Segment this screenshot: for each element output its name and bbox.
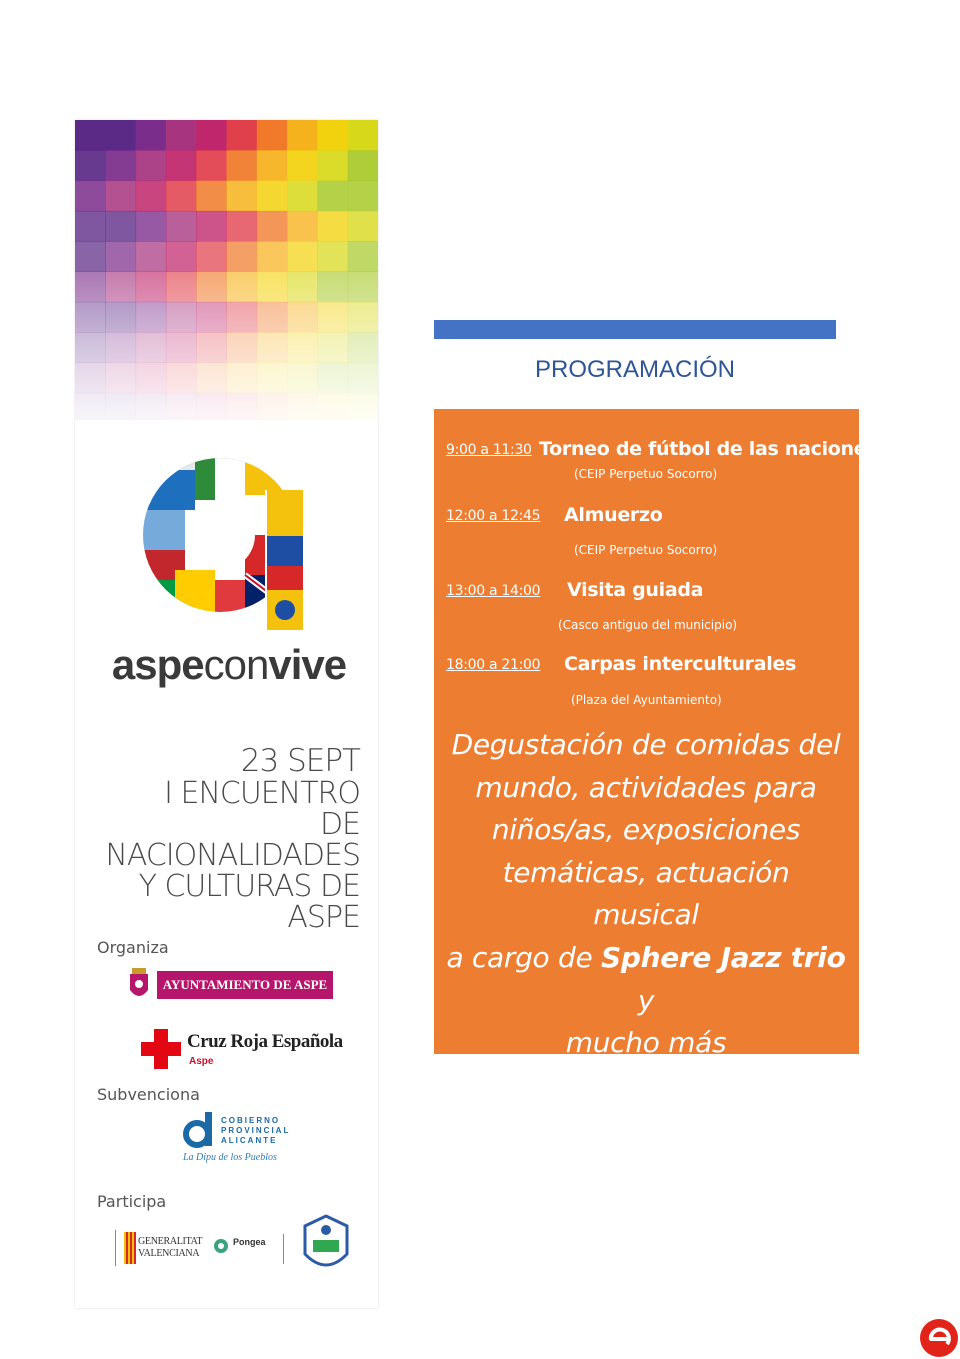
dipu-slogan: La Dipu de los Pueblos — [183, 1152, 277, 1163]
header-bar — [434, 320, 836, 339]
item-title: Carpas interculturales — [564, 653, 797, 675]
cruz-roja-logo — [141, 1025, 343, 1073]
subvenciona-label: Subvenciona — [97, 1085, 200, 1104]
participa-logos — [115, 1208, 355, 1278]
item-title: Visita guiada — [567, 579, 704, 601]
football-club-shield — [303, 1214, 349, 1278]
event-line-1: I ENCUENTRO — [164, 776, 360, 811]
cruz-roja-city: Aspe — [189, 1056, 214, 1067]
item-time: 18:00 a 21:00 — [446, 657, 541, 673]
event-poster — [75, 120, 378, 1308]
band-name: Sphere Jazz trio — [600, 940, 846, 974]
dipu-a-icon — [183, 1110, 217, 1150]
item-place: (CEIP Perpetuo Socorro) — [574, 543, 718, 557]
event-title — [75, 744, 360, 933]
senyera-icon — [124, 1232, 136, 1264]
item-title: Torneo de fútbol de las naciones — [539, 438, 878, 460]
event-line-2: DE NACIONALIDADES — [105, 807, 360, 873]
ayuntamiento-name: AYUNTAMIENTO DE ASPE — [157, 971, 333, 999]
event-date: 23 SEPT — [240, 743, 360, 779]
item-title: Almuerzo — [564, 504, 663, 526]
cruz-roja-name: Cruz Roja Española — [187, 1031, 343, 1052]
publisher-logo-icon — [919, 1318, 959, 1358]
event-line-3: Y CULTURAS DE ASPE — [138, 869, 360, 935]
participa-label: Participa — [97, 1192, 167, 1211]
item-time: 9:00 a 11:30 — [446, 442, 532, 458]
pongea-icon — [213, 1238, 229, 1254]
organiza-label: Organiza — [97, 938, 169, 957]
item-time: 12:00 a 12:45 — [446, 508, 541, 524]
red-cross-icon — [141, 1029, 181, 1069]
item-time: 13:00 a 14:00 — [446, 583, 541, 599]
diputacion-logo: COBIERNO PROVINCIAL ALICANTE La Dipu de los Pueblos — [183, 1110, 303, 1170]
ayuntamiento-logo — [127, 968, 333, 1002]
item-place: (Casco antiguo del municipio) — [558, 618, 738, 632]
programme-box — [434, 409, 878, 1060]
flags-letter-a-logo — [135, 450, 305, 640]
generalitat-logo: GENERALITAT VALENCIANA — [115, 1230, 208, 1266]
pongea-logo: Pongea — [213, 1234, 284, 1264]
aspeconvive-wordmark: aspeconvive — [111, 641, 347, 688]
event-description: Degustación de comidas del mundo, actividades para niños/as, exposiciones temáticas, actuación musical a cargo de Sphere Jazz trio y mucho más — [446, 728, 846, 1060]
crest-icon — [127, 968, 151, 1002]
programme-heading: PROGRAMACIÓN — [534, 356, 735, 383]
item-place: (Plaza del Ayuntamiento) — [571, 693, 722, 707]
item-place: (CEIP Perpetuo Socorro) — [574, 467, 718, 481]
